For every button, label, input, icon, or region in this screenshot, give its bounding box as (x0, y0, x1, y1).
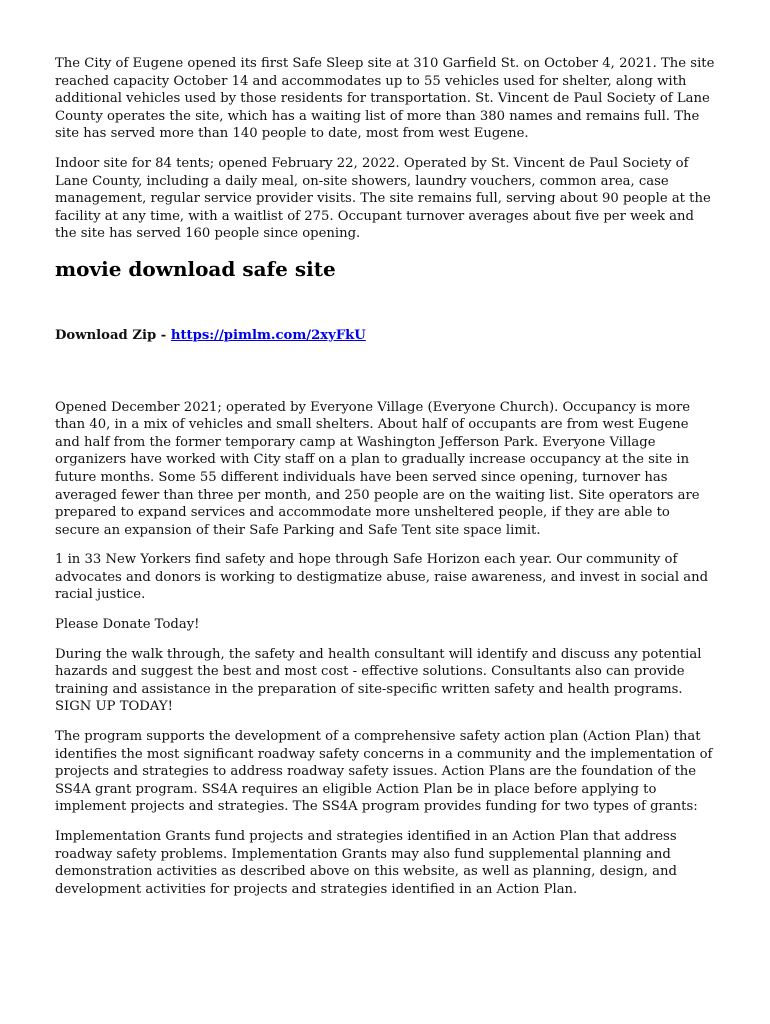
spacer (55, 345, 715, 399)
download-label: Download Zip - (55, 327, 171, 343)
paragraph-donate: Please Donate Today! (55, 617, 200, 633)
paragraph-implementation-grants: Implementation Grants fund projects and strategies identified in an Action Plan that address roadway safety problems. Implementation Grants may also fund supplemental planning and demonstration activities as described above on this website, as well as planning, design, and development activities for projects and strategies identified in an Action Plan. (55, 829, 677, 897)
paragraph-ss4a-program: The program supports the development of a comprehensive safety action plan (Action Plan) that identifies the most significant roadway safety concerns in a community and the implementation of projects and strategies to address roadway safety issues. Action Plans are the foundation of the SS4A grant program. SS4A requires an eligible Action Plan be in place before applying to implement projects and strategies. The SS4A program provides funding for two types of grants: (55, 729, 713, 815)
download-link[interactable]: https://pimlm.com/2xyFkU (170, 327, 366, 343)
page-heading: movie download safe site (55, 256, 336, 281)
paragraph-indoor-site: Indoor site for 84 tents; opened February 22, 2022. Operated by St. Vincent de Paul Society of Lane County, including a daily meal, on-site showers, laundry vouchers, common area, case management, regular service provider visits. The site remains full, serving about 90 people at the facility at any time, with a waitlist of 275. Occupant turnover averages about five per week and the site has served 160 people since opening. (55, 155, 711, 242)
download-line (55, 327, 715, 345)
paragraph-everyone-village: Opened December 2021; operated by Everyone Village (Everyone Church). Occupancy is more than 40, in a mix of vehicles and small shelters. About half of occupants are from west Eugene and half from the former temporary camp at Washington Jefferson Park. Everyone Village organizers have worked with City staff on a plan to gradually increase occupancy at the site in future months. Some 55 different individuals have been served since opening, turnover has averaged fewer than three per month, and 250 people are on the waiting list. Site operators are prepared to expand services and accommodate more unsheltered people, if they are able to secure an expansion of their Safe Parking and Safe Tent site space limit. (55, 399, 700, 538)
paragraph-safe-sleep-site: The City of Eugene opened its first Safe Sleep site at 310 Garfield St. on October 4, 2021. The site reached capacity October 14 and accommodates up to 55 vehicles used for shelter, along with additional vehicles used by those residents for transportation. St. Vincent de Paul Society of Lane County operates the site, which has a waiting list of more than 380 names and remains full. The site has served more than 140 people to date, most from west Eugene. (55, 56, 715, 142)
paragraph-consultation: During the walk through, the safety and health consultant will identify and discuss any potential hazards and suggest the best and most cost - effective solutions. Consultants also can provide training and assistance in the preparation of site-specific written safety and health programs. SIGN UP TODAY! (55, 646, 702, 715)
document-body (55, 55, 715, 910)
paragraph-safe-horizon: 1 in 33 New Yorkers find safety and hope through Safe Horizon each year. Our community of advocates and donors is working to destigmatize abuse, raise awareness, and invest in social and racial justice. (55, 552, 709, 603)
